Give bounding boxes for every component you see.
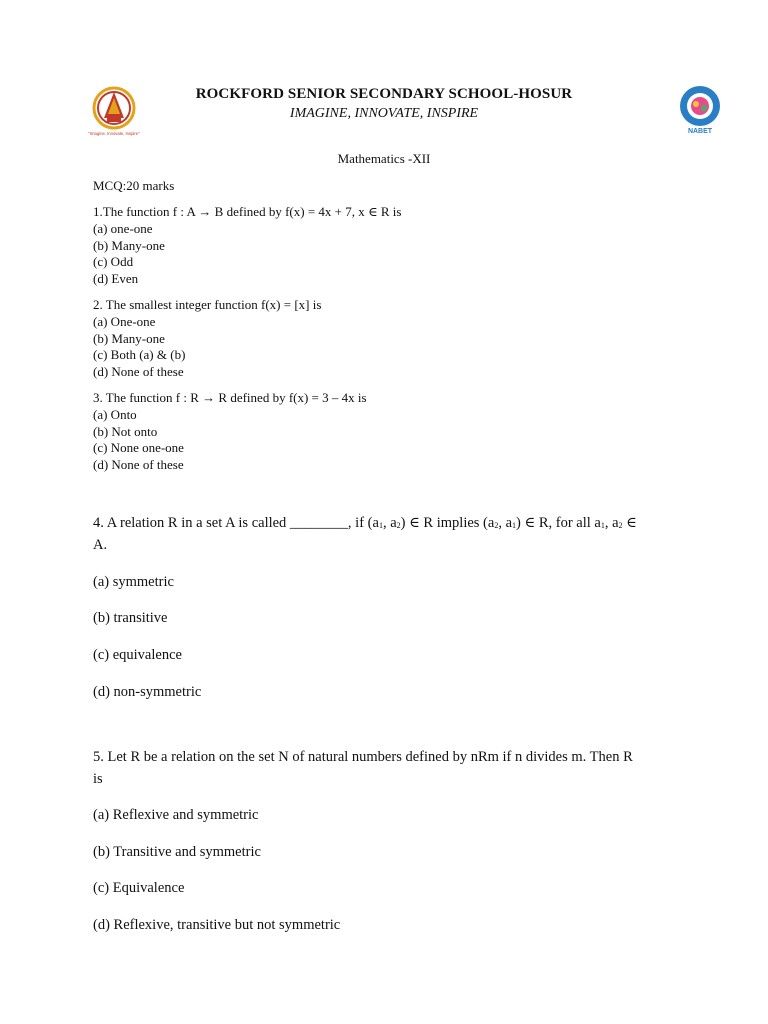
option: (c) Both (a) & (b): [93, 347, 186, 363]
question-stem: 2. The smallest integer function f(x) = [x] is: [93, 297, 322, 312]
option: (d) non-symmetric: [93, 684, 202, 700]
school-name: ROCKFORD SENIOR SECONDARY SCHOOL-HOSUR: [195, 86, 573, 102]
question-5-stem-cont: is: [93, 771, 103, 787]
option: (c) Odd: [93, 254, 134, 270]
option: (c) equivalence: [93, 647, 182, 663]
logo-caption: "Imagine, Innovate, Inspire": [88, 131, 140, 136]
question-stem: 3. The function f : R → R defined by f(x) = 3 – 4x is: [93, 390, 367, 405]
question-4-stem-cont: A.: [93, 537, 108, 553]
question-3: [93, 390, 367, 474]
option: (a) one-one: [93, 220, 153, 236]
option: (a) symmetric: [93, 574, 174, 590]
question-1: [93, 204, 401, 288]
option: (b) Transitive and symmetric: [93, 844, 261, 860]
option: (c) Equivalence: [93, 880, 185, 896]
nabet-logo: [674, 84, 726, 136]
option: (d) None of these: [93, 364, 184, 380]
option: (d) Reflexive, transitive but not symmetric: [93, 917, 341, 933]
option: (a) One-one: [93, 313, 156, 329]
option: (b) Many-one: [93, 330, 165, 346]
subject-title: Mathematics -XII: [337, 151, 431, 166]
marks-label: MCQ:20 marks: [93, 178, 175, 193]
school-logo: [80, 84, 148, 140]
school-motto: IMAGINE, INNOVATE, INSPIRE: [289, 106, 479, 121]
option: (a) Onto: [93, 406, 137, 422]
question-stem: 1.The function f : A → B defined by f(x) = 4x + 7, x ∈ R is: [93, 204, 402, 219]
option: (a) Reflexive and symmetric: [93, 807, 259, 823]
question-2: [93, 297, 321, 381]
option: (b) Many-one: [93, 237, 165, 253]
question-5-stem: 5. Let R be a relation on the set N of natural numbers defined by nRm if n divides m. Then R: [93, 749, 633, 765]
nabet-caption: NABET: [687, 128, 713, 135]
option: (d) None of these: [93, 457, 184, 473]
option: (b) Not onto: [93, 423, 158, 439]
option: (c) None one-one: [93, 440, 184, 456]
marks-info: [93, 178, 174, 195]
option: (b) transitive: [93, 610, 168, 626]
option: (d) Even: [93, 271, 139, 287]
question-4-stem: 4. A relation R in a set A is called ________, if ($a_1$, $a_2$) ∈ R implies ($a_2$, $a_1$) ∈ R, for all $a_1$, $a_2$ ∈: [93, 515, 637, 531]
